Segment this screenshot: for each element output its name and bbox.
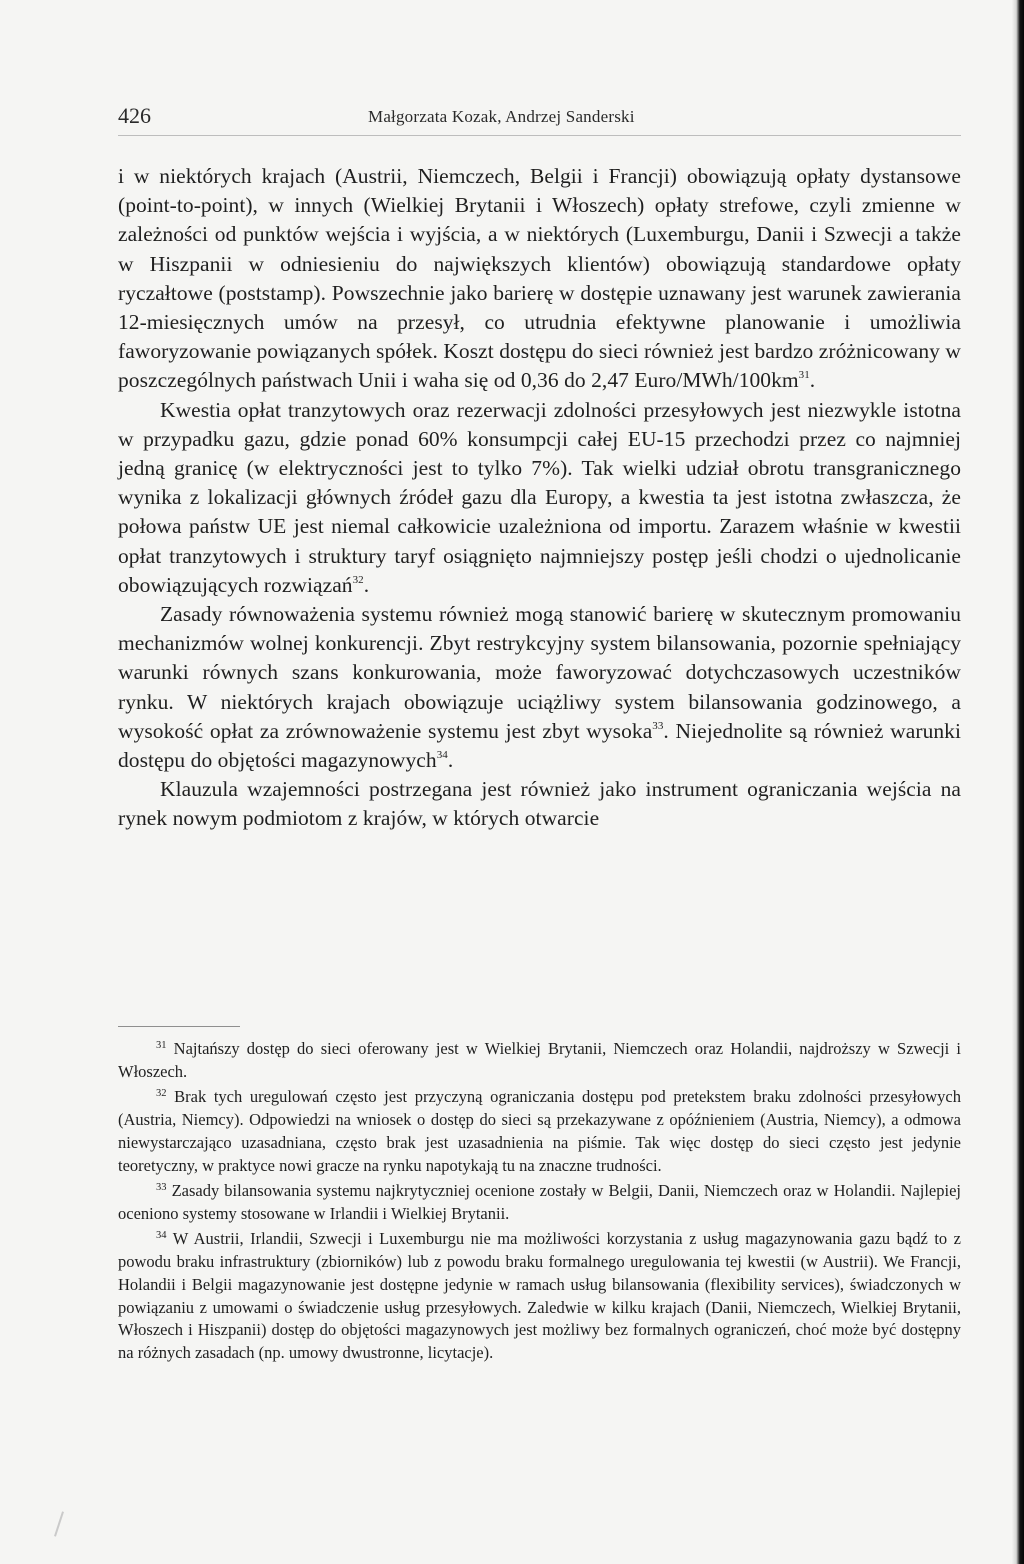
footnotes bbox=[118, 1038, 961, 1368]
paragraph-text-middle: . Niejednolite są również warunki dostępu do objętości magazynowych bbox=[118, 718, 961, 773]
paragraph-text-end: . bbox=[809, 368, 816, 393]
scan-artifact-mark bbox=[54, 1511, 64, 1536]
footnote-number: 34 bbox=[156, 1230, 167, 1242]
paragraph-text: i w niektórych krajach (Austrii, Niemczech, Belgii i Francji) obowiązują opłaty dystansowe (point-to-point), w innych (Wielkiej Brytanii i Włoszech) opłaty strefowe, czyli zmienne w zależności od punktów wejścia i wyjścia, a w niektórych (Luxemburgu, Danii i Szwecji a także w Hiszpanii w odniesieniu do największych klientów) obowiązują standardowe opłaty ryczałtowe (poststamp). Powszechnie jako barierę w dostępie uznawany jest warunek zawierania 12-miesięcznych umów na przesył, co utrudnia efektywne planowanie i umożliwia faworyzowanie powiązanych spółek. Koszt dostępu do sieci również jest bardzo zróżnicowany w poszczególnych państwach Unii i waha się od 0,36 do 2,47 Euro/MWh/100km bbox=[118, 164, 961, 393]
footnote-number: 32 bbox=[156, 1088, 167, 1100]
footnote-text: Zasady bilansowania systemu najkrytyczniej ocenione zostały w Belgii, Danii, Niemczech oraz w Holandii. Najlepiej oceniono systemy stosowane w Irlandii i Wielkiej Brytanii. bbox=[118, 1180, 961, 1223]
paragraph-3 bbox=[118, 600, 961, 775]
page-header bbox=[118, 101, 961, 136]
paragraph-2 bbox=[118, 396, 961, 600]
footnote-number: 31 bbox=[156, 1040, 167, 1052]
footnote-ref-33[interactable]: 33 bbox=[652, 720, 664, 733]
running-head-authors: Małgorzata Kozak, Andrzej Sanderski bbox=[368, 107, 635, 126]
footnote-ref-31[interactable]: 31 bbox=[798, 369, 810, 382]
paragraph-text: Kwestia opłat tranzytowych oraz rezerwacji zdolności przesyłowych jest niezwykle istotna w przypadku gazu, gdzie ponad 60% konsumpcji całej EU-15 przechodzi przez co najmniej jedną granicę (w elektryczności jest to tylko 7%). Tak wielki udział obrotu transgranicznego wynika z lokalizacji głównych źródeł gazu dla Europy, a kwestia ta jest istotna zwłaszcza, że połowa państw UE jest niemal całkowicie uzależniona od importu. Zarazem właśnie w kwestii opłat tranzytowych i struktury taryf osiągnięto najmniejszy postęp jeśli chodzi o ujednolicanie obowiązujących rozwiązań bbox=[118, 397, 961, 597]
scan-edge-shadow bbox=[1012, 0, 1024, 1564]
paragraph-text-end: . bbox=[447, 748, 454, 773]
footnote-34 bbox=[118, 1228, 961, 1365]
footnote-32 bbox=[118, 1086, 961, 1177]
paragraph-text: Zasady równoważenia systemu również mogą stanowić barierę w skutecznym promowaniu mechanizmów wolnej konkurencji. Zbyt restrykcyjny system bilansowania, pozornie spełniający warunki równych szans konkurowania, może faworyzować dotychczasowych uczestników rynku. W niektórych krajach obowiązuje uciążliwy system bilansowania godzinowego, a wysokość opłat za zrównoważenie systemu jest zbyt wysoka bbox=[118, 602, 961, 743]
footnote-text: W Austrii, Irlandii, Szwecji i Luxemburgu nie ma możliwości korzystania z usług magazynowania gazu bądź to z powodu braku infrastruktury (zbiorników) lub z powodu braku formalnego uregulowania tej kwestii (w Austrii). We Francji, Holandii i Belgii magazynowanie jest dostępne jedynie w ramach usług bilansowania (flexibility services), świadczonych w powiązaniu z umowami o świadczenie usług przesyłowych. Zaledwie w kilku krajach (Danii, Niemczech, Wielkiej Brytanii, Włoszech i Hiszpanii) dostęp do objętości magazynowych jest możliwy bez formalnych ograniczeń, choć może być dostępny na różnych zasadach (np. umowy dwustronne, licytacje). bbox=[118, 1229, 962, 1363]
page-number: 426 bbox=[118, 103, 151, 128]
paragraph-1 bbox=[118, 162, 961, 396]
footnote-text: Brak tych uregulowań często jest przyczyną ograniczania dostępu pod pretekstem braku zdolności przesyłowych (Austria, Niemcy). Odpowiedzi na wniosek o dostęp do sieci są przekazywane z opóźnieniem (Austria, Niemcy), a odmowa niewystarczająco uzasadniana, często brak jest uzasadnienia na piśmie. Tak więc dostęp do sieci często jest jedynie teoretyczny, w praktyce nowi gracze na rynku napotykają tu na znaczne trudności. bbox=[118, 1087, 961, 1175]
footnote-divider bbox=[118, 1026, 240, 1027]
footnote-ref-32[interactable]: 32 bbox=[352, 574, 364, 587]
footnote-number: 33 bbox=[156, 1182, 167, 1194]
body-text bbox=[118, 162, 961, 834]
footnote-31 bbox=[118, 1038, 961, 1084]
footnote-text: Najtańszy dostęp do sieci oferowany jest w Wielkiej Brytanii, Niemczech oraz Holandii, najdroższy w Szwecji i Włoszech. bbox=[118, 1039, 962, 1081]
footnote-33 bbox=[118, 1180, 961, 1226]
paragraph-4 bbox=[118, 775, 961, 833]
paragraph-text: Klauzula wzajemności postrzegana jest również jako instrument ograniczania wejścia na rynek nowym podmiotom z krajów, w których otwarcie bbox=[118, 777, 961, 831]
paragraph-text-end: . bbox=[363, 572, 370, 597]
footnote-ref-34[interactable]: 34 bbox=[436, 749, 448, 762]
